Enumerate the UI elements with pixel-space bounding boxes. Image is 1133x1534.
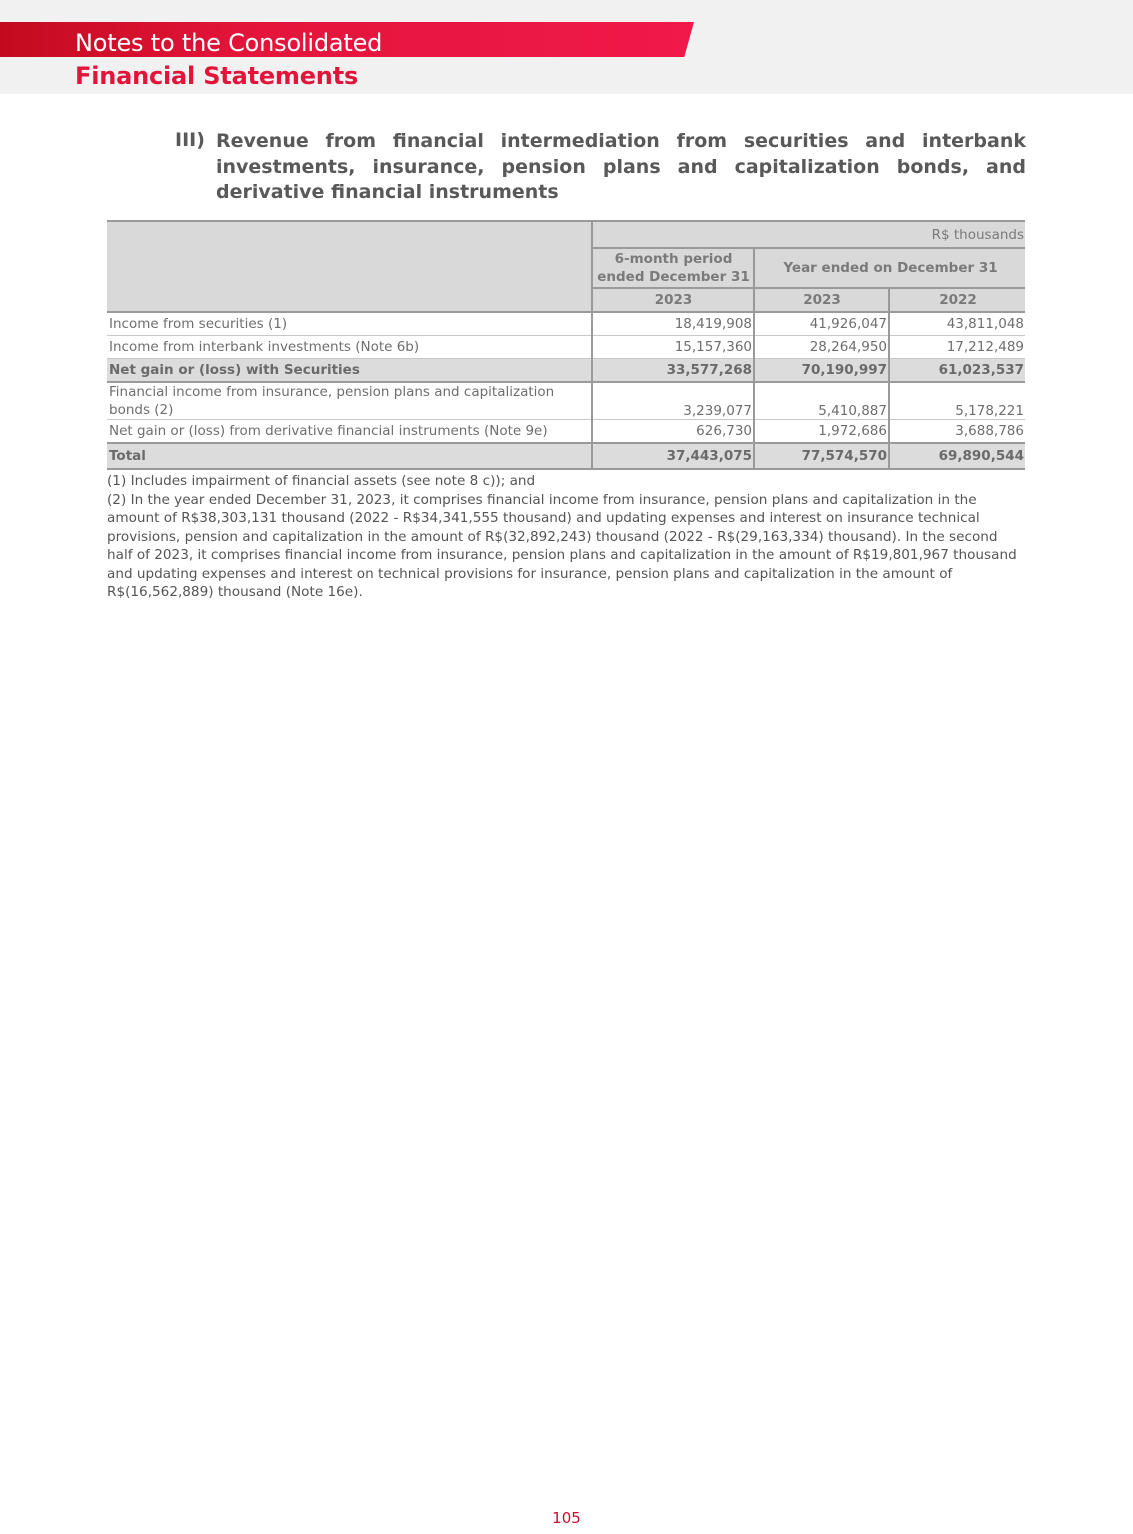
table-group-6month: 6-month period ended December 31 (592, 248, 754, 288)
page-title-line2: Financial Statements (75, 62, 359, 90)
row-label: Income from interbank investments (Note 6b) (107, 336, 592, 359)
row-label: Income from securities (1) (107, 312, 592, 336)
row-value: 15,157,360 (592, 336, 754, 359)
row-label: Total (107, 443, 592, 469)
row-value: 41,926,047 (754, 312, 889, 336)
table-total-row (107, 443, 1025, 469)
row-value: 33,577,268 (592, 359, 754, 383)
table-group-year: Year ended on December 31 (754, 248, 1025, 288)
row-value: 1,972,686 (754, 420, 889, 444)
footnote-1: (1) Includes impairment of financial assets (see note 8 c)); and (107, 473, 536, 489)
row-value: 77,574,570 (754, 443, 889, 469)
table-year-col2: 2023 (754, 288, 889, 312)
row-value: 18,419,908 (592, 312, 754, 336)
table-year-col1: 2023 (592, 288, 754, 312)
table-row (107, 382, 1025, 420)
row-label: Net gain or (loss) from derivative financial instruments (Note 9e) (107, 420, 592, 444)
footnote-2: (2) In the year ended December 31, 2023, it comprises financial income from insurance, pension plans and capitalization in the amount of R$38,303,131 thousand (2022 - R$34,341,555 thousand) and updating expenses and interest on insurance technical provisions, pension and capitalization in the amount of R$(32,892,243) thousand (2022 - R$(29,163,334) thousand). In the second half of 2023, it comprises financial income from insurance, pension plans and capitalization in the amount of R$19,801,967 thousand and updating expenses and interest on technical provisions for insurance, pension plans and capitalization in the amount of R$(16,562,889) thousand (Note 16e). (107, 491, 1017, 600)
row-value: 70,190,997 (754, 359, 889, 383)
row-label: Financial income from insurance, pension plans and capitalization bonds (2) (107, 382, 592, 420)
row-value: 17,212,489 (889, 336, 1025, 359)
table-year-col3: 2022 (889, 288, 1025, 312)
row-value: 3,239,077 (592, 382, 754, 420)
table-row (107, 312, 1025, 336)
table-subtotal-row (107, 359, 1025, 383)
row-value: 626,730 (592, 420, 754, 444)
row-value: 43,811,048 (889, 312, 1025, 336)
row-value: 5,178,221 (889, 382, 1025, 420)
table-row (107, 336, 1025, 359)
table-unit-row (107, 221, 1025, 248)
row-value: 61,023,537 (889, 359, 1025, 383)
page-title-line1: Notes to the Consolidated (75, 29, 383, 57)
table-header-blank (107, 221, 592, 312)
row-value: 37,443,075 (592, 443, 754, 469)
revenue-table (107, 220, 1025, 470)
row-label: Net gain or (loss) with Securities (107, 359, 592, 383)
row-value: 69,890,544 (889, 443, 1025, 469)
table-row (107, 420, 1025, 444)
footnotes (107, 472, 1025, 602)
row-value: 28,264,950 (754, 336, 889, 359)
row-value: 5,410,887 (754, 382, 889, 420)
row-value: 3,688,786 (889, 420, 1025, 444)
section-title: Revenue from financial intermediation from securities and interbank investments, insurance, pension plans and capitalization bonds, and derivative financial instruments (216, 130, 1026, 203)
section-number: III) (175, 129, 205, 151)
page-number: 105 (552, 1509, 581, 1527)
table-unit-label: R$ thousands (592, 221, 1025, 248)
